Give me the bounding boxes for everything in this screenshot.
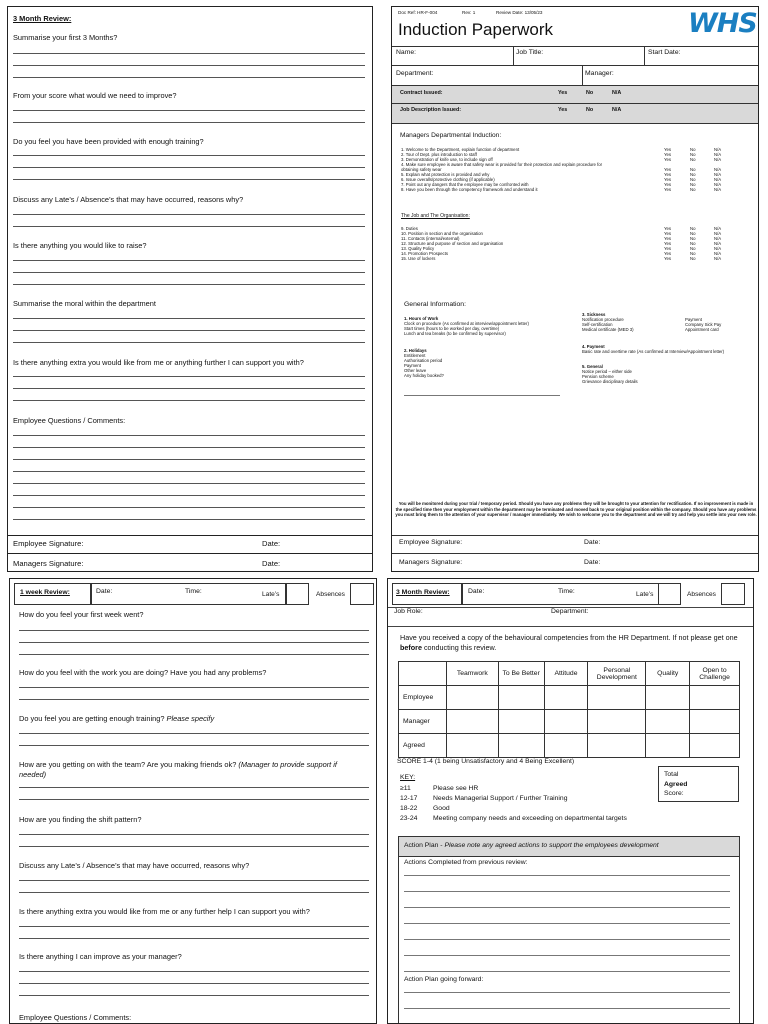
date-label: Date: — [262, 559, 281, 568]
job-org-yes-column: Yes Yes Yes Yes Yes Yes Yes — [664, 226, 672, 261]
dept-yes-column: Yes Yes Yes Yes Yes Yes Yes Yes — [664, 147, 672, 192]
name-field[interactable]: Name: — [396, 49, 417, 56]
three-month-review-form-top — [7, 6, 373, 572]
intro-text-2: before conducting this review. — [400, 643, 497, 652]
column-header: Teamwork — [446, 662, 498, 686]
question: How are you getting on with the team? Are you making friends ok? (Manager to provide support if — [19, 760, 337, 769]
question: Is there anything I can improve as your manager? — [19, 952, 182, 961]
time-field[interactable]: Time: — [185, 588, 202, 595]
question: Do you feel you have been provided with enough training? — [13, 137, 204, 146]
sickness-payment: Payment Company Sick Pay Appointment card — [685, 317, 722, 332]
row-header: Employee — [399, 686, 447, 710]
lates-box[interactable] — [658, 583, 681, 605]
contract-issued-label: Contract Issued: — [400, 90, 443, 96]
question-continued: needed) — [19, 770, 47, 779]
no-option[interactable]: No — [586, 90, 594, 96]
one-week-review-form — [9, 578, 377, 1024]
form-heading: 1 week Review: — [20, 589, 70, 596]
holidays: 2. Holidays Entitlement Authorisation period Payment Other leave Any holiday booked? — [404, 348, 444, 378]
question: Summarise the moral within the department — [13, 299, 156, 308]
action-plan-title: Action Plan - Please note any agreed actions to support the employees development — [404, 842, 659, 849]
question: Summarise your first 3 Months? — [13, 33, 118, 42]
date-label: Date: — [584, 539, 601, 546]
date-field[interactable]: Date: — [468, 588, 485, 595]
department-field[interactable]: Department: — [551, 608, 589, 615]
job-org-list: 9. Duties 10. Position in section and the organisation 11. Contacts (internal/external) 12. Structure and purpose of section and organisation 13. Quality Policy 14. Promotion Prospects 15. Use of lockers — [401, 226, 504, 261]
na-option[interactable]: N/A — [612, 90, 622, 96]
dept-no-column: No No No No No No No No — [690, 147, 696, 192]
column-header: To Be Better — [498, 662, 544, 686]
yes-option[interactable]: Yes — [558, 107, 568, 113]
date-field[interactable]: Date: — [96, 588, 113, 595]
form-heading: 3 Month Review: — [396, 589, 450, 596]
row-header: Manager — [399, 710, 447, 734]
doc-ref: Doc Ref: HR-F-004 — [398, 10, 438, 15]
absences-label: Absences — [316, 591, 345, 598]
key-heading: KEY: — [400, 774, 416, 781]
rev: Rev: 1 — [462, 10, 476, 15]
score-note: SCORE 1-4 (1 being Unsatisfactory and 4 Being Excellent) — [397, 758, 575, 765]
employee-signature-label: Employee Signature: — [399, 539, 463, 546]
lates-box[interactable] — [286, 583, 309, 605]
column-header: Open to Challenge — [690, 662, 740, 686]
question: Employee Questions / Comments: — [19, 1013, 132, 1022]
date-label: Date: — [584, 559, 601, 566]
sickness: 3. Sickness Notification procedure Self-certification Medical certificate (MED 3) — [582, 312, 634, 332]
three-month-review-form-bottom — [387, 578, 754, 1024]
total-score-labels: Total Agreed Score: — [664, 771, 688, 797]
row-header: Agreed — [399, 734, 447, 758]
company-logo: WHS — [688, 8, 757, 39]
yes-option[interactable]: Yes — [558, 90, 568, 96]
job-org-no-column: No No No No No No No — [690, 226, 696, 261]
score-key-list: ≥11 Please see HR 12-17 Needs Managerial Support / Further Training 18-22 Good 23-24 Meeting company needs and exceeding on departmental targets — [400, 785, 627, 822]
page-title: Induction Paperwork — [398, 20, 553, 39]
dept-induction-heading: Managers Departmental Induction: — [400, 132, 502, 139]
employee-signature-label: Employee Signature: — [13, 539, 84, 548]
job-title-field[interactable]: Job Title: — [516, 49, 544, 56]
action-plan-forward-label: Action Plan going forward: — [404, 976, 484, 983]
general: 5. General Notice period – either side Pension scheme Grievance disciplinary details — [582, 364, 638, 384]
general-info-heading: General Information: — [404, 301, 466, 308]
lates-label: Late’s — [636, 591, 654, 598]
department-field[interactable]: Department: — [396, 70, 434, 77]
question: Employee Questions / Comments: — [13, 416, 126, 425]
question: Is there anything extra you would like from me or any further help I can support you with? — [19, 907, 310, 916]
column-header: Personal Development — [588, 662, 646, 686]
question: How do you feel your first week went? — [19, 610, 144, 619]
job-org-na-column: N/A N/A N/A N/A N/A N/A N/A — [714, 226, 722, 261]
question: Discuss any Late’s / Absence’s that may have occurred, reasons why? — [19, 861, 250, 870]
competency-table — [398, 661, 740, 758]
dept-na-column: N/A N/A N/A N/A N/A N/A N/A N/A — [714, 147, 722, 192]
start-date-field[interactable]: Start Date: — [648, 49, 681, 56]
manager-field[interactable]: Manager: — [585, 70, 614, 77]
dept-induction-list: 1. Welcome to the Department, explain function of department 2. Tour of Dept. plus introduction to staff 3. Demonstration of knife use, to include sign off 4. Make sure employee is aware that safety wear is provided for their protection and explain procedure for obtaining safety wear 5. Explain what protection is provided and why 6. Issue overalls/protective clothing (if applicable) 7. Point out any dangers that the employee may be confronted with 8. Have you been through the competency framework and understand it — [401, 147, 603, 192]
no-option[interactable]: No — [586, 107, 594, 113]
payment: 4. Payment Basic rate and overtime rate (As confirmed at Interview/Appointment letter) — [582, 344, 725, 354]
question: Do you feel you are getting enough training? Please specify — [19, 714, 215, 723]
question: Is there anything you would like to raise? — [13, 241, 147, 250]
review-date: Review Date: 13/05/23 — [496, 10, 543, 15]
question: Is there anything extra you would like from me or anything further I can support you with? — [13, 358, 304, 367]
job-role-field[interactable]: Job Role: — [394, 608, 423, 615]
hours-of-work: 1. Hours of Work Clock on procedure (As confirmed at interview/appointment letter) Start times (hours to be worked per day, overtime) Lunch and tea breaks (to be confirmed by supervisor) — [404, 316, 529, 336]
lates-label: Late’s — [262, 591, 280, 598]
job-org-heading: The Job and The Organisation: — [401, 213, 470, 219]
intro-text: Have you received a copy of the behavioural competencies from the HR Department. If not please get one — [400, 633, 738, 642]
question: How are you finding the shift pattern? — [19, 815, 142, 824]
na-option[interactable]: N/A — [612, 107, 622, 113]
date-label: Date: — [262, 539, 281, 548]
actions-completed-label: Actions Completed from previous review: — [404, 859, 528, 866]
column-header: Quality — [646, 662, 690, 686]
column-header: Attitude — [544, 662, 588, 686]
managers-signature-label: Managers Signature: — [13, 559, 84, 568]
question: From your score what would we need to improve? — [13, 91, 177, 100]
question: How do you feel with the work you are doing? Have you had any problems? — [19, 668, 267, 677]
time-field[interactable]: Time: — [558, 588, 575, 595]
absences-box[interactable] — [721, 583, 745, 605]
absences-label: Absences — [687, 591, 716, 598]
induction-paperwork-form — [391, 6, 759, 572]
trial-notice: You will be monitored during your trial / temporary period. Should you have any problems they will be brought to your attention for rectification. If no improvement is made in the specified time then your employment within the department may be terminated and moved back to your original position within the company. Should you have any problems you must bring them to the attention of your supervisor / manager immediately. We wish to welcome you to the department and we will try and help you settle into your new role. — [395, 501, 757, 518]
managers-signature-label: Managers Signature: — [399, 559, 463, 566]
absences-box[interactable] — [350, 583, 374, 605]
question: Discuss any Late’s / Absence’s that may have occurred, reasons why? — [13, 195, 244, 204]
form-heading: 3 Month Review: — [13, 14, 72, 23]
job-description-issued-label: Job Description Issued: — [400, 107, 462, 113]
